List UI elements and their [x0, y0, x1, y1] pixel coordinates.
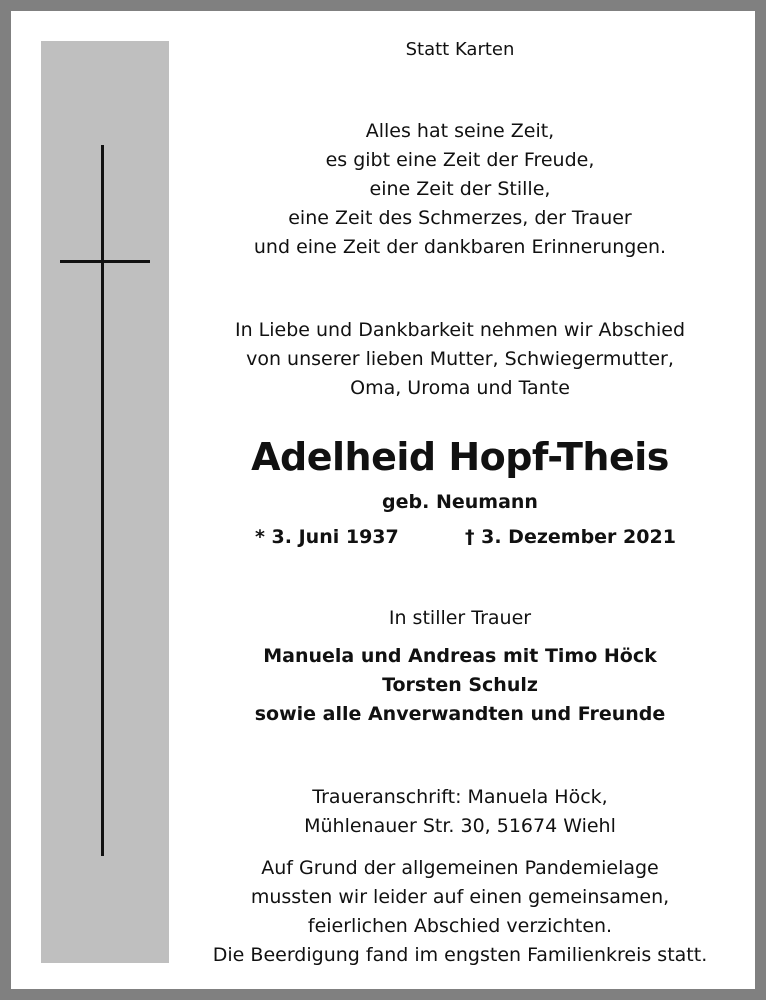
mourner-line: Torsten Schulz [382, 674, 538, 696]
mourners-intro: In stiller Trauer [388, 607, 532, 629]
deceased-name: Adelheid Hopf-Theis [251, 435, 669, 479]
farewell-line: Oma, Uroma und Tante [350, 377, 570, 399]
notice-label: Statt Karten [405, 39, 515, 60]
farewell-line: In Liebe und Dankbarkeit nehmen wir Abschied [234, 319, 686, 341]
obituary-text [190, 0, 730, 1000]
notice-line: Die Beerdigung fand im engsten Familienkreis statt. [212, 944, 708, 966]
poem-line: es gibt eine Zeit der Freude, [325, 149, 595, 171]
birth-date: * 3. Juni 1937 [255, 526, 399, 548]
life-dates [190, 523, 730, 551]
notice-line: Auf Grund der allgemeinen Pandemielage [261, 857, 659, 879]
cross-icon-crossbar [60, 260, 150, 263]
poem-line: eine Zeit des Schmerzes, der Trauer [288, 207, 632, 229]
poem-line: Alles hat seine Zeit, [365, 120, 555, 142]
farewell-line: von unserer lieben Mutter, Schwiegermutter, [246, 348, 674, 370]
maiden-name: geb. Neumann [382, 491, 538, 513]
mourner-line: Manuela und Andreas mit Timo Höck [263, 645, 657, 667]
notice-line: feierlichen Abschied verzichten. [307, 915, 613, 937]
side-bar [41, 41, 169, 963]
death-date: † 3. Dezember 2021 [465, 526, 676, 548]
poem-line: eine Zeit der Stille, [369, 178, 551, 200]
address-line: Mühlenauer Str. 30, 51674 Wiehl [304, 815, 616, 837]
address-line: Traueranschrift: Manuela Höck, [312, 786, 608, 808]
notice-line: mussten wir leider auf einen gemeinsamen, [250, 886, 670, 908]
mourner-line: sowie alle Anverwandten und Freunde [254, 703, 666, 725]
poem-line: und eine Zeit der dankbaren Erinnerungen. [253, 236, 667, 258]
cross-icon [101, 145, 104, 856]
